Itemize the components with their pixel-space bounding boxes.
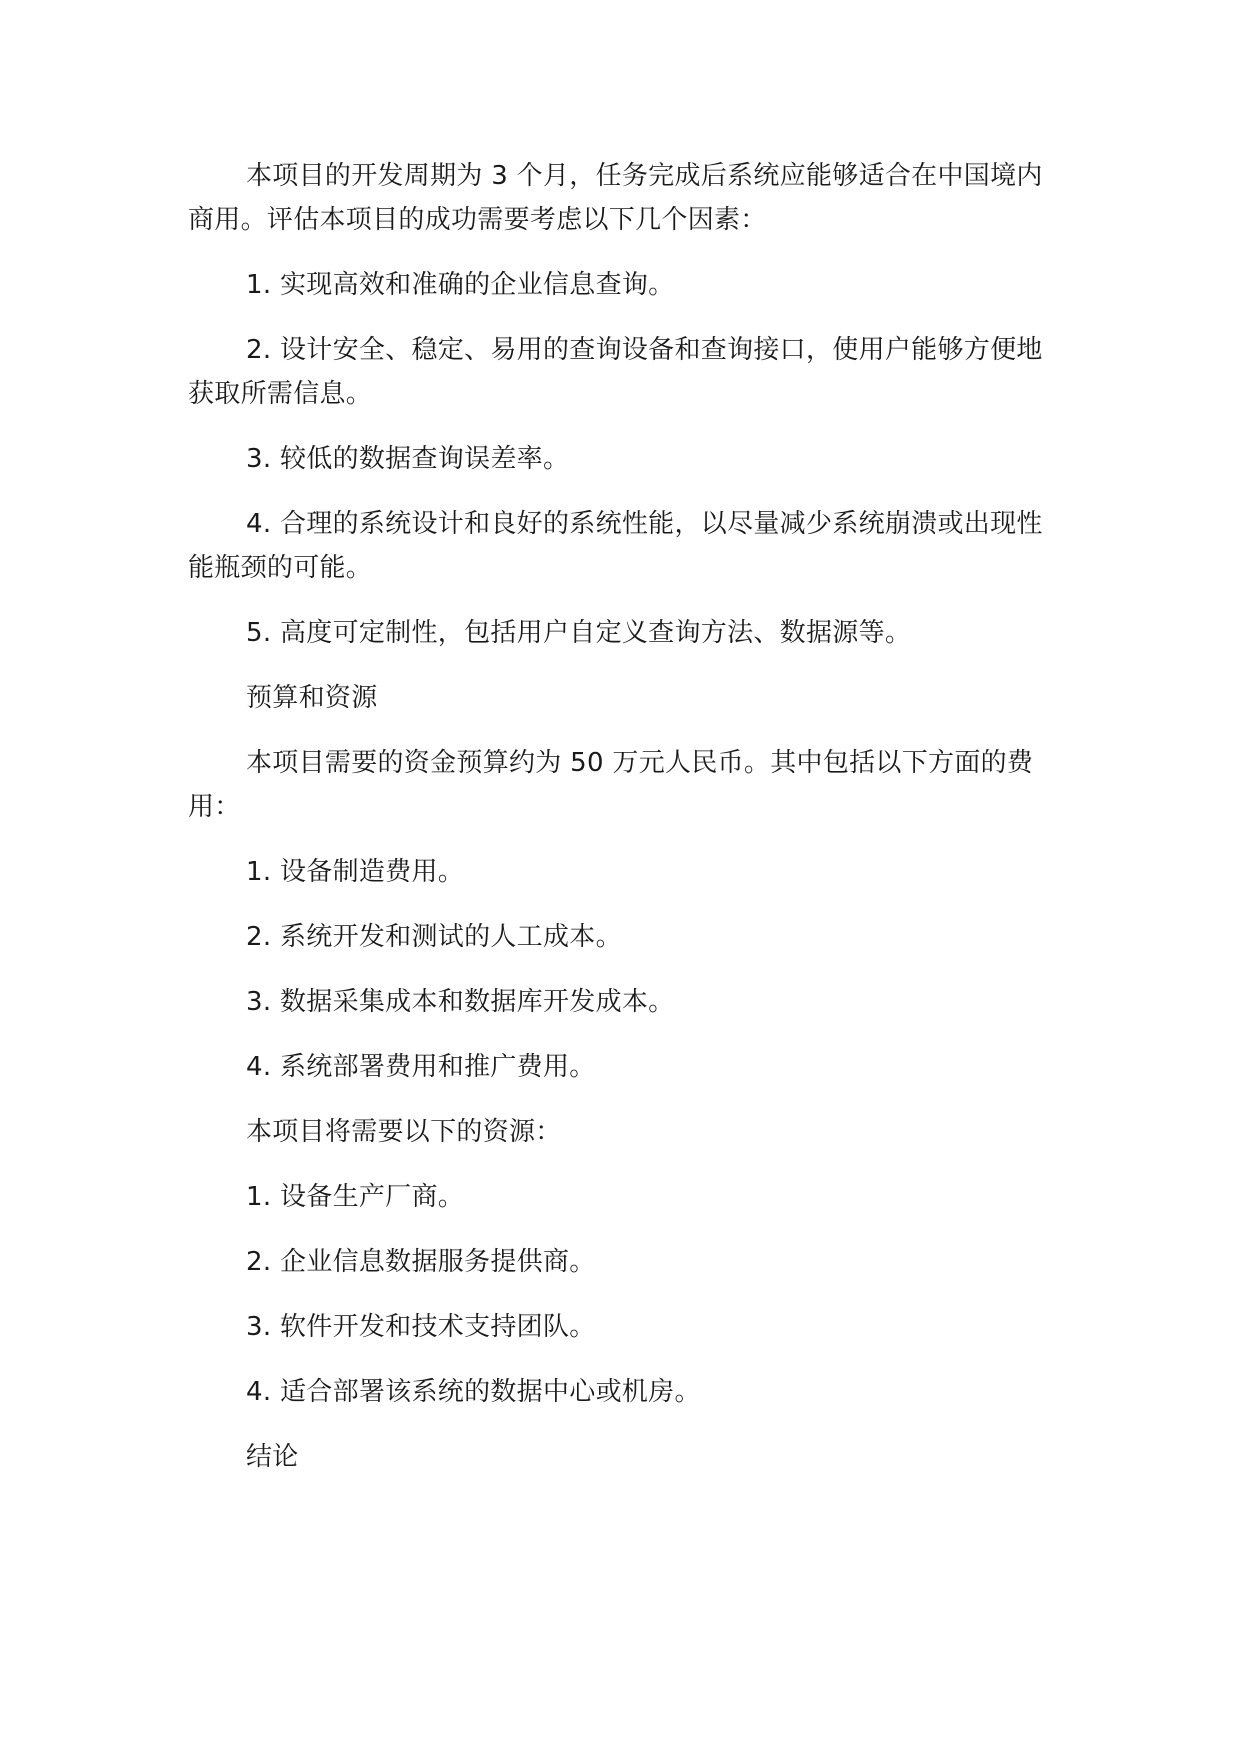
list-item-resource-2: 2. 企业信息数据服务提供商。 [246,1247,596,1277]
list-item-factor-2: 2. 设计安全、稳定、易用的查询设备和查询接口，使用户能够方便地获取所需信息。 [188,335,1043,409]
list-item-factor-4: 4. 合理的系统设计和良好的系统性能，以尽量减少系统崩溃或出现性能瓶颈的可能。 [188,509,1043,583]
list-item-cost-2: 2. 系统开发和测试的人工成本。 [246,922,622,952]
document-body [188,154,1048,1500]
list-item-resource-1: 1. 设备生产厂商。 [246,1182,465,1212]
list-item-resource-3: 3. 软件开发和技术支持团队。 [246,1312,596,1342]
list-item-factor-1: 1. 实现高效和准确的企业信息查询。 [246,270,675,300]
section-heading-conclusion: 结论 [246,1442,299,1472]
list-item-cost-1: 1. 设备制造费用。 [246,857,465,887]
list-item-resource-4: 4. 适合部署该系统的数据中心或机房。 [246,1377,701,1407]
paragraph-resources-intro: 本项目将需要以下的资源： [246,1117,562,1147]
list-item-factor-3: 3. 较低的数据查询误差率。 [246,444,570,474]
paragraph-schedule-intro: 本项目的开发周期为 3 个月，任务完成后系统应能够适合在中国境内商用。评估本项目的成功需要考虑以下几个因素： [188,161,1043,235]
list-item-cost-3: 3. 数据采集成本和数据库开发成本。 [246,987,675,1017]
section-heading-budget: 预算和资源 [246,683,378,713]
list-item-cost-4: 4. 系统部署费用和推广费用。 [246,1052,596,1082]
list-item-factor-5: 5. 高度可定制性，包括用户自定义查询方法、数据源等。 [246,618,912,648]
paragraph-budget-intro: 本项目需要的资金预算约为 50 万元人民币。其中包括以下方面的费用： [188,748,1034,822]
